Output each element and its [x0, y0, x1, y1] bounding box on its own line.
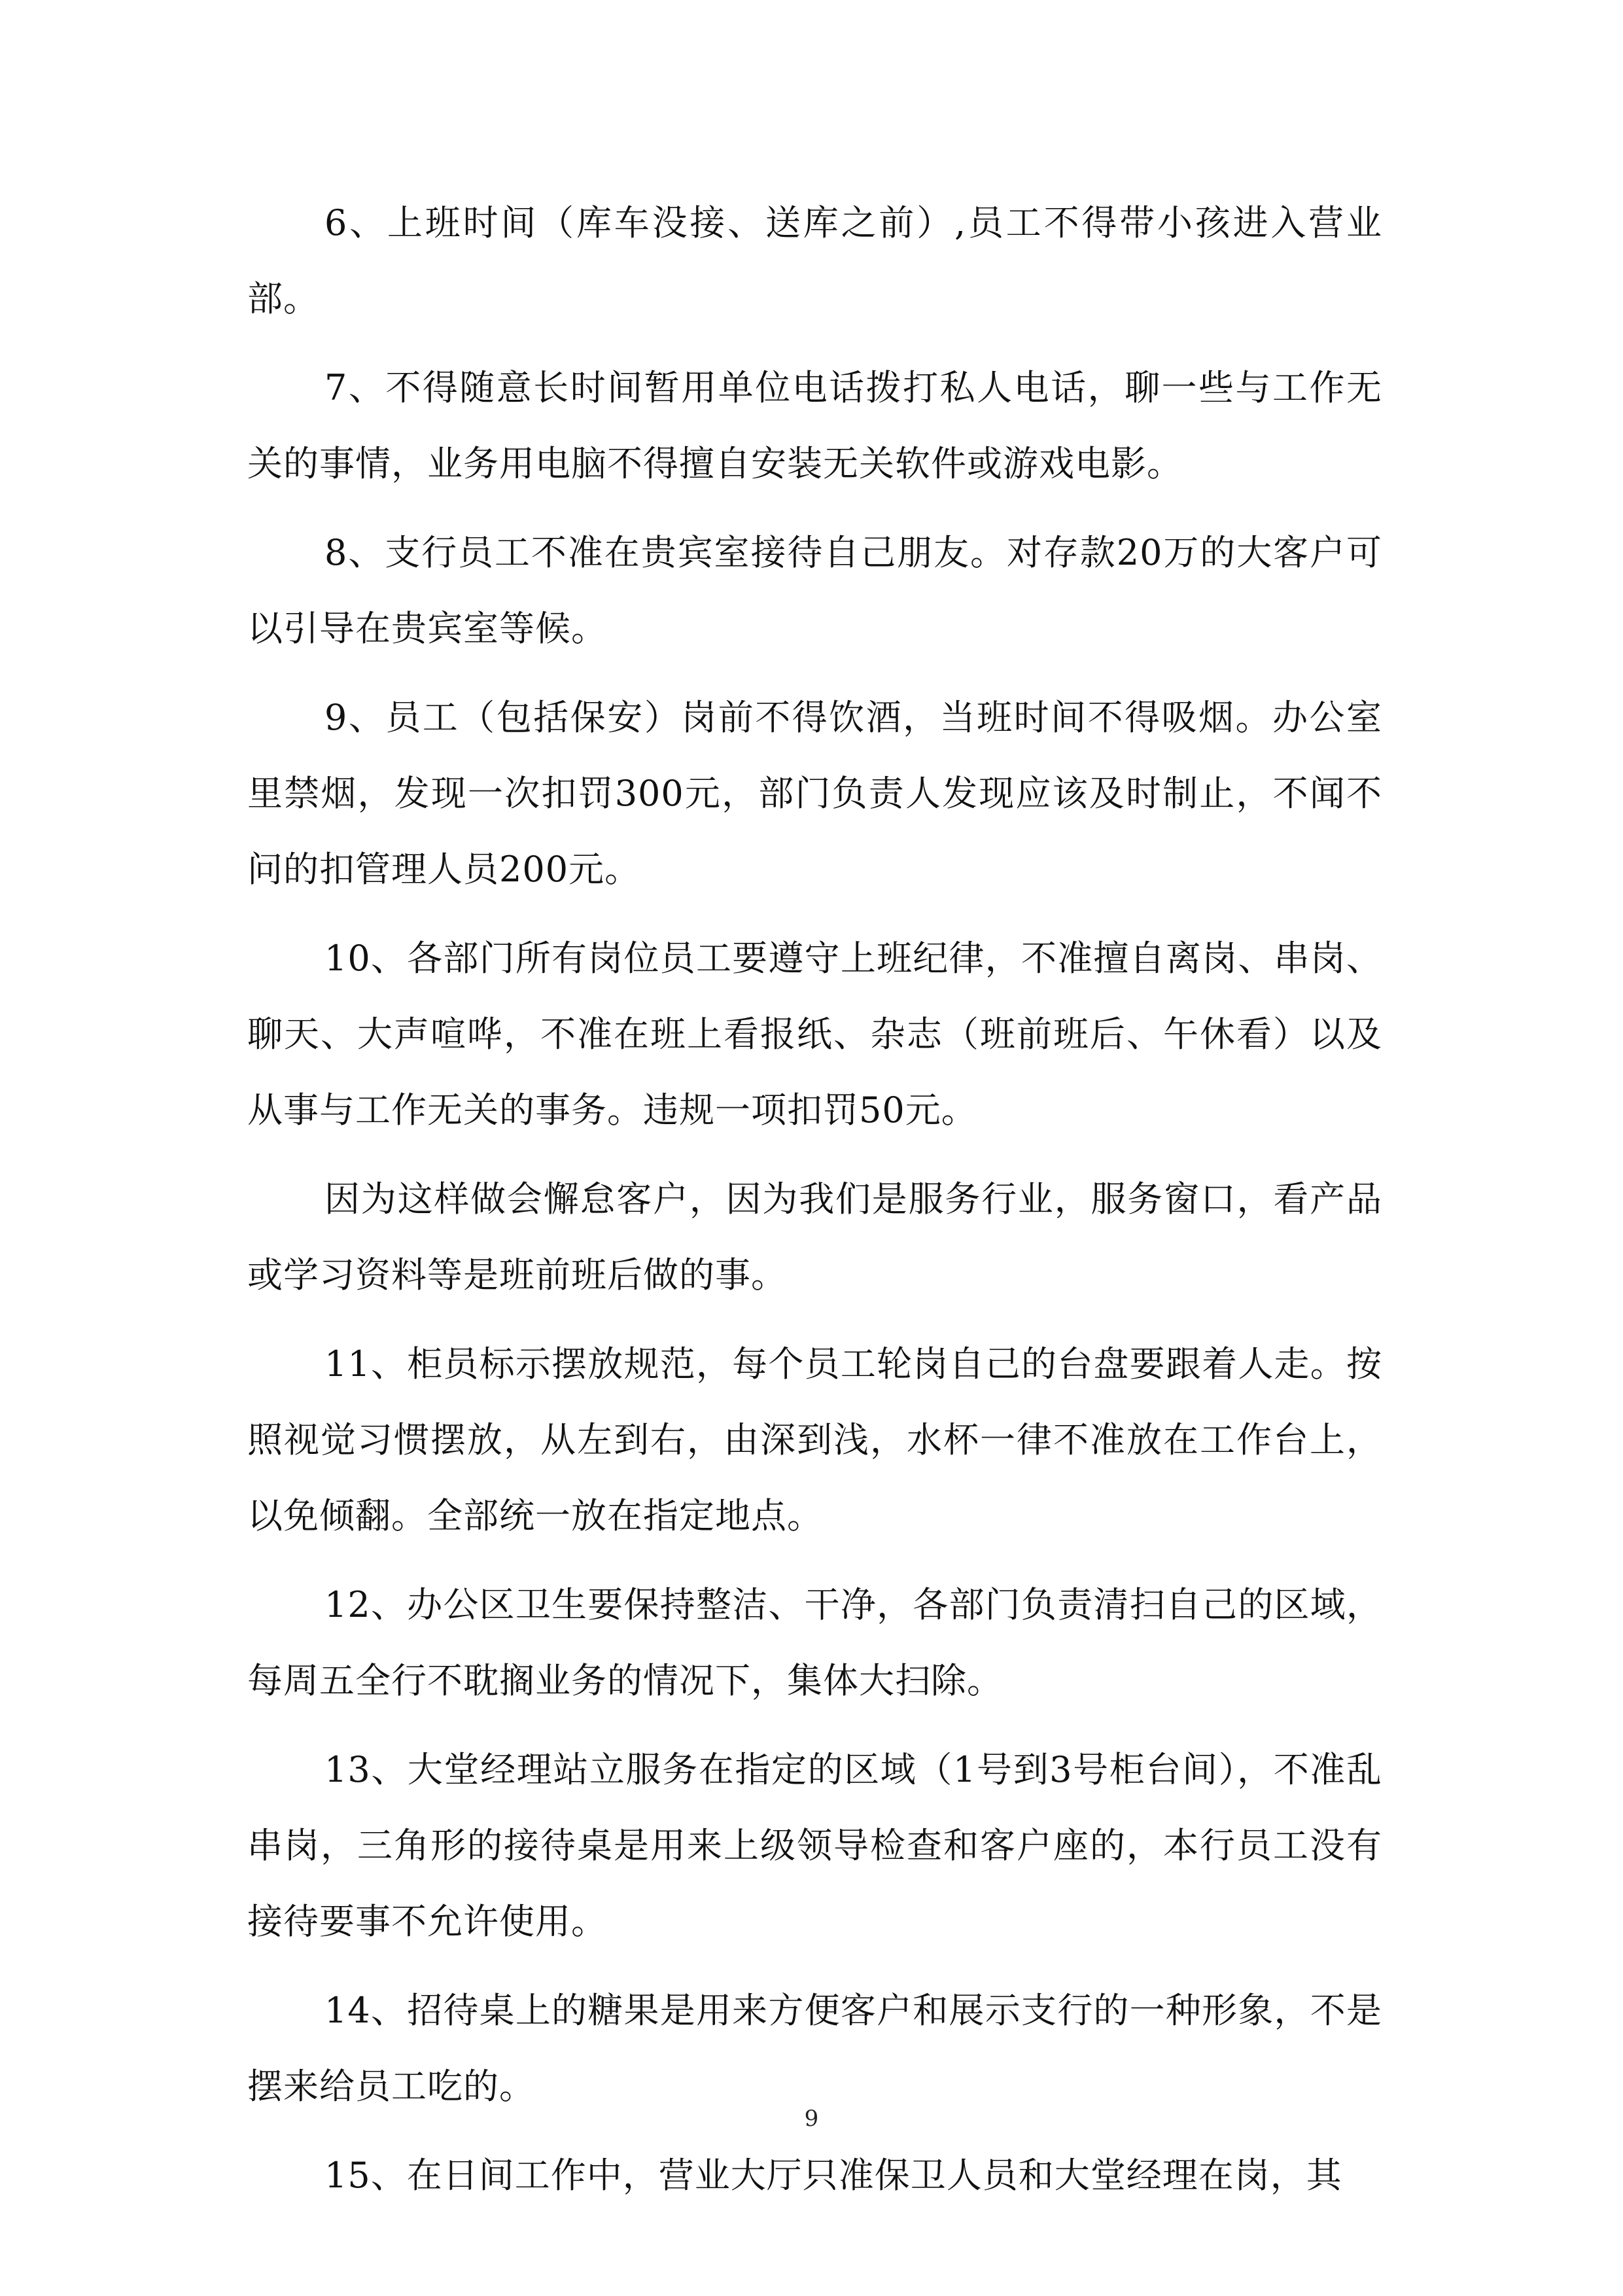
paragraph-rule-10-note: 因为这样做会懈怠客户，因为我们是服务行业，服务窗口，看产品或学习资料等是班前班后做的事。: [247, 1178, 1382, 1296]
document-body: [247, 185, 1382, 2227]
paragraph-rule-13: 13、大堂经理站立服务在指定的区域（1号到3号柜台间），不准乱串岗，三角形的接待桌是用来上级领导检查和客户座的，本行员工没有接待要事不允许使用。: [247, 1749, 1382, 1942]
paragraph-rule-10: 10、各部门所有岗位员工要遵守上班纪律，不准擅自离岗、串岗、聊天、大声喧哗，不准在班上看报纸、杂志（班前班后、午休看）以及从事与工作无关的事务。违规一项扣罚50元。: [247, 938, 1382, 1131]
paragraph-rule-7: 7、不得随意长时间暂用单位电话拨打私人电话，聊一些与工作无关的事情，业务用电脑不得擅自安装无关软件或游戏电影。: [247, 367, 1382, 484]
page-number: 9: [804, 2106, 819, 2132]
paragraph-rule-12: 12、办公区卫生要保持整洁、干净，各部门负责清扫自己的区域，每周五全行不耽搁业务的情况下，集体大扫除。: [247, 1584, 1382, 1701]
paragraph-rule-6: 6、上班时间（库车没接、送库之前）,员工不得带小孩进入营业部。: [247, 202, 1382, 319]
paragraph-rule-9: 9、员工（包括保安）岗前不得饮酒，当班时间不得吸烟。办公室里禁烟，发现一次扣罚300元，部门负责人发现应该及时制止，不闻不问的扣管理人员200元。: [247, 697, 1382, 890]
paragraph-rule-14: 14、招待桌上的糖果是用来方便客户和展示支行的一种形象，不是摆来给员工吃的。: [247, 1990, 1382, 2107]
paragraph-rule-8: 8、支行员工不准在贵宾室接待自己朋友。对存款20万的大客户可以引导在贵宾室等候。: [247, 532, 1382, 649]
paragraph-rule-11: 11、柜员标示摆放规范，每个员工轮岗自己的台盘要跟着人走。按照视觉习惯摆放，从左到右，由深到浅，水杯一律不准放在工作台上，以免倾翻。全部统一放在指定地点。: [247, 1343, 1382, 1536]
paragraph-rule-15: 15、在日间工作中，营业大厅只准保卫人员和大堂经理在岗，其: [324, 2155, 1342, 2196]
